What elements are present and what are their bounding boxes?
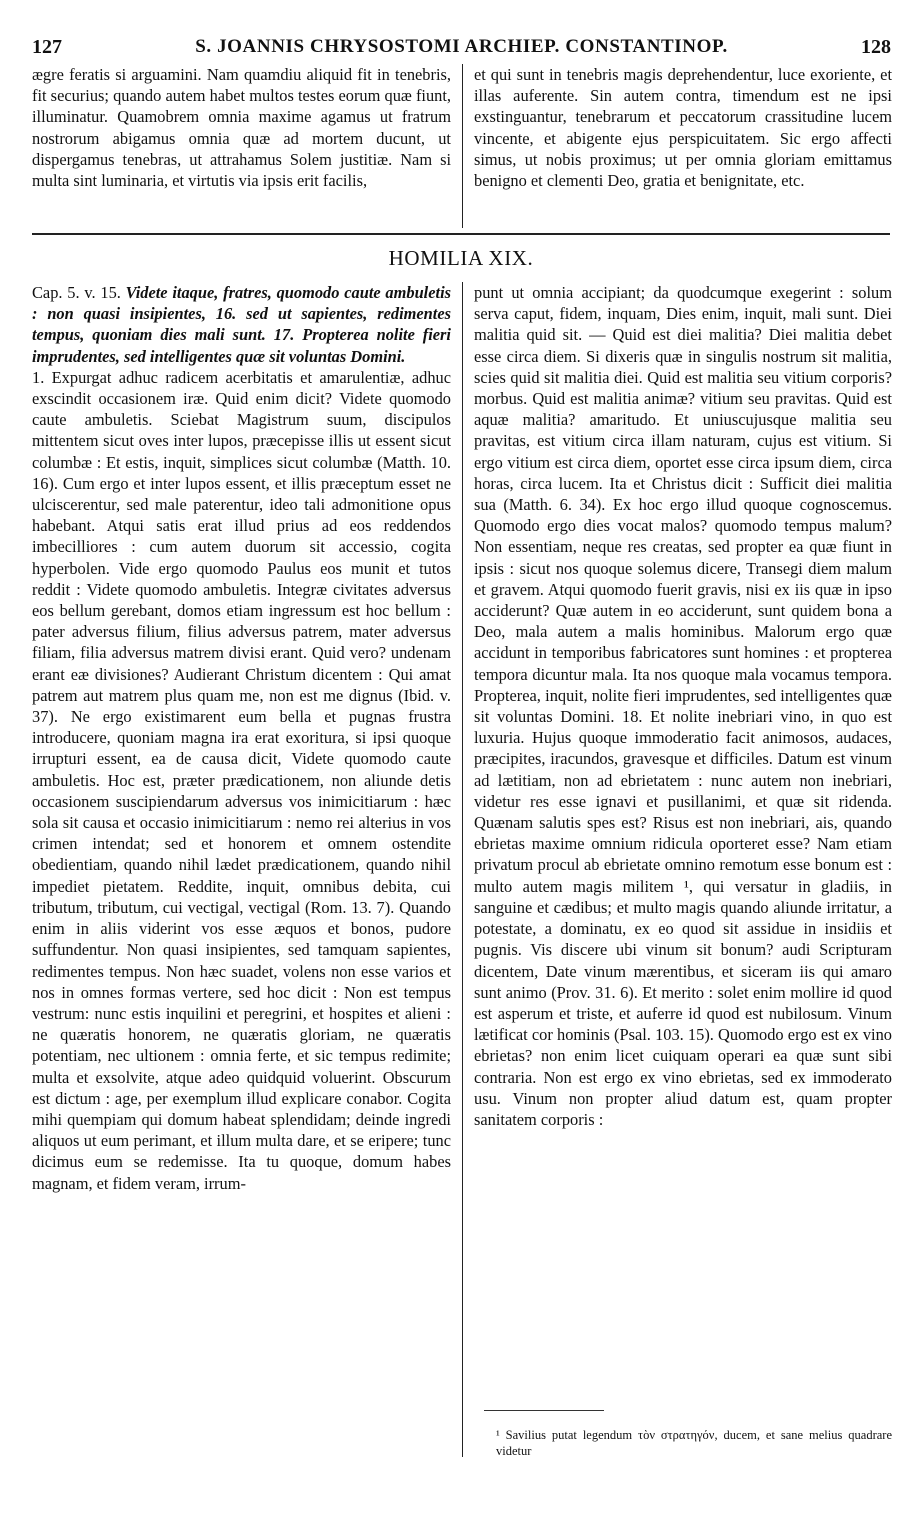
- chapter-verse-heading: [32, 282, 451, 367]
- left-column-body: 1. Expurgat adhuc radicem acerbitatis et amarulentiæ, adhuc exscindit occasionem iræ. Quid enim dicit? Videte quomodo caute ambuletis. Sciebat Magistrum suum, discipulos mittentem sicut oves inter lupos, præcepisse illis ut essent sicut columbæ : Et estis, inquit, simplices sicut columbæ (Matth. 10. 16). Cum ergo et inter lupos essent, et illis præceptum esset ne ulciscerentur, sed male paterentur, ideo tali admonitione opus habebant. Atqui satis erat illud prius ad eos reddendos imbecilliores : cum autem duorum sit accessio, cogita hyperbolen. Vide ergo quomodo Paulus eos munit et tutos reddit : Videte quomodo ambuletis. Integræ civitates adversus eos bellum gerebant, domos etiam ingressum est hoc bellum : pater adversus filium, filius adversus patrem, mater adversus filiam, filia adversus matrem divisi erant. Quid vero? undenam erant eæ divisiones? Audierant Christum dicentem : Qui amat patrem aut matrem plus quam me, non est me dignus (Ibid. v. 37). Ne ergo existimarent eum bella et pugnas frustra introducere, quoniam magna ira erat exoritura, si ipsi quoque irrupturi essent, ea de causa dicit, Videte quomodo caute ambuletis. Hoc est, præter prædicationem, non aliunde detis occasionem suscipiendarum adversus vos inimicitiarum : hæc sola sit causa et occasio inimicitiarum : nemo rei alterius in vos crimen intendat; sed et honorem et omnem ostendite obedientiam, quando nihil lædet prædicationem, quando nihil impediet pietatem. Reddite, inquit, omnibus debita, cui tributum, tributum, cui vectigal, vectigal (Rom. 13. 7). Quando enim in aliis viderint vos esse æquos et bonos, pudore suffundentur. Non quasi insipientes, sed tamquam sapientes, redimentes tempus. Non hæc suadet, volens non esse varios et nos in omnes formas vertere, sed hoc dicit : Non est tempus vestrum: nunc estis inquilini et peregrini, et hospites et alieni : ne quæratis honorem, ne quæratis gloriam, ne quæratis potentiam, nec ultionem : omnia ferte, et sic tempus redimite; multa et exsolvite, atque adeo quidquid voluerint. Obscurum est dictum : age, per exemplum illud explicare conabor. Cogita mihi quempiam qui domum habeat splendidam; deinde ingredi aliquos ut eum perimant, et illum multa dare, et se eripere; tunc dicimus eum se redemisse. Ita tu quoque, domum habes magnam, et fidem veram, irrum-: [32, 367, 451, 1193]
- footnote: ¹ Savilius putat legendum τὸν στρατηγόν, ducem, et sane melius quadrare videtur: [496, 1427, 892, 1458]
- top-right-text: et qui sunt in tenebris magis deprehendentur, luce exoriente, et illas auferente. Sin autem contra, timendum est ne ipsi exstinguantur, tenebrarum et peccatorum crassitudine lucem vincente, et abigente ejus perspicuitatem. Sic ergo affecti simus, ut nobis proximus; ut per omnia gloriam emittamus benigno et clementi Deo, gratia et benignitate, etc.: [474, 65, 892, 191]
- right-column-body: punt ut omnia accipiant; da quodcumque exegerint : solum serva caput, fidem, inquam, Dies enim, inquit, mali sunt. Diei malitia quid sit. — Quid est diei malitia? Diei malitia debet esse circa diem. Si dixeris quæ in singulis nostrum sit malitia, scies quid sit malitia diei. Quid est malitia seu vitium corporis? morbus. Quid est malitia animæ? vitium seu pravitas. Quid est aquæ malitia? amaritudo. Et uniuscujusque malitia seu pravitas, est vitium circa illam naturam, cujus est vitium. Si ergo vitium est circa diem, oportet esse circa ipsum diem, circa horas, circa lucem. Ita et Christus dicit : Sufficit diei malitia sua (Matth. 6. 34). Ex hoc ergo illud quoque cognoscemus. Quomodo ergo dies vocat malos? quomodo tempus malum? Non essentiam, neque res creatas, sed propter ea quæ fiunt in ipsis : sicut nos quoque solemus dicere, Transegi diem malum et gravem. Atqui quomodo fuerit gravis, nisi ex iis quæ in ipso acciderunt? Quæ autem in eo acciderunt, sunt quidem bona a Deo, mala autem a malis hominibus. Malorum ergo quæ accidunt in temporibus fabricatores sunt homines : et propterea tempora dicuntur mala. Ita nos quoque mala vocamus tempora. Propterea, inquit, nolite fieri imprudentes, sed intelligentes quæ sit voluntas Domini. 18. Et nolite inebriari vino, in quo est luxuria. Hujus quoque immoderatio facit animosos, audaces, præcipites, iracundos, gravesque et difficiles. Datum est vinum ad lætitiam, non ad ebrietatem : nunc autem non inebriari, videtur res esse ignavi et pusillanimi, et quæ sit ridenda. Quænam salutis spes est? Risus est non inebriari, ais, quando ebrietas maxime omnium ridicula oporteret esse? Nam etiam privatum procul ab ebrietate omnino remotum esse bonum est : multo autem magis militem ¹, qui versatur in gladiis, in sanguine et cædibus; et multo magis quando aliunde irritatur, a potestate, a dominatu, ex eo quod sit assidue in insidiis et pugnis. Vis discere ubi vinum sit bonum? audi Scripturam dicentem, Date vinum mærentibus, et siceram iis qui amaro sunt animo (Prov. 31. 6). Et merito : solet enim mollire id quod est asperum et triste, et auferre id quod est nubilosum. Vinum lætificat cor hominis (Psal. 103. 15). Quomodo ergo est ex vino ebrietas? non enim licet cuiquam operari ea quæ sunt sibi contraria. Non est ergo ex vino ebrietas, sed ex immoderato usu. Vinum non propter aliud datum est, quam propter sanitatem corporis :: [474, 283, 892, 1129]
- running-header: [28, 36, 895, 60]
- column-divider-main: [462, 282, 463, 1457]
- section-rule: [32, 233, 890, 235]
- left-column: [32, 282, 451, 1457]
- chapter-label: Cap. 5. v. 15.: [32, 283, 121, 302]
- chapter-verse-text: Videte itaque, fratres, quomodo caute ambuletis : non quasi insipientes, 16. sed ut sapientes, redimentes tempus, quoniam dies mali sunt. 17. Propterea nolite fieri imprudentes, sed intelligentes quæ sit voluntas Domini.: [32, 283, 451, 366]
- right-column: [474, 282, 892, 1392]
- page-number-left: 127: [32, 36, 62, 58]
- footnote-rule: [484, 1410, 604, 1411]
- homily-title: HOMILIA XIX.: [388, 246, 534, 270]
- top-left-text: ægre feratis si arguamini. Nam quamdiu aliquid fit in tenebris, fit securius; quando autem habet multos testes eorum quæ fiunt, illuminatur. Quamobrem omnia maxime agamus ut fratrum nostrorum abigamus omnia quæ ad mortem ducunt, ut dispergamus tenebras, ut attrahamus Solem justitiæ. Nam si multa sint luminaria, et virtutis via ipsis erit facilis,: [32, 65, 451, 191]
- running-title: S. JOANNIS CHRYSOSTOMI ARCHIEP. CONSTANTINOP.: [195, 36, 728, 57]
- page-number-right: 128: [861, 36, 891, 58]
- column-divider-top: [462, 64, 463, 228]
